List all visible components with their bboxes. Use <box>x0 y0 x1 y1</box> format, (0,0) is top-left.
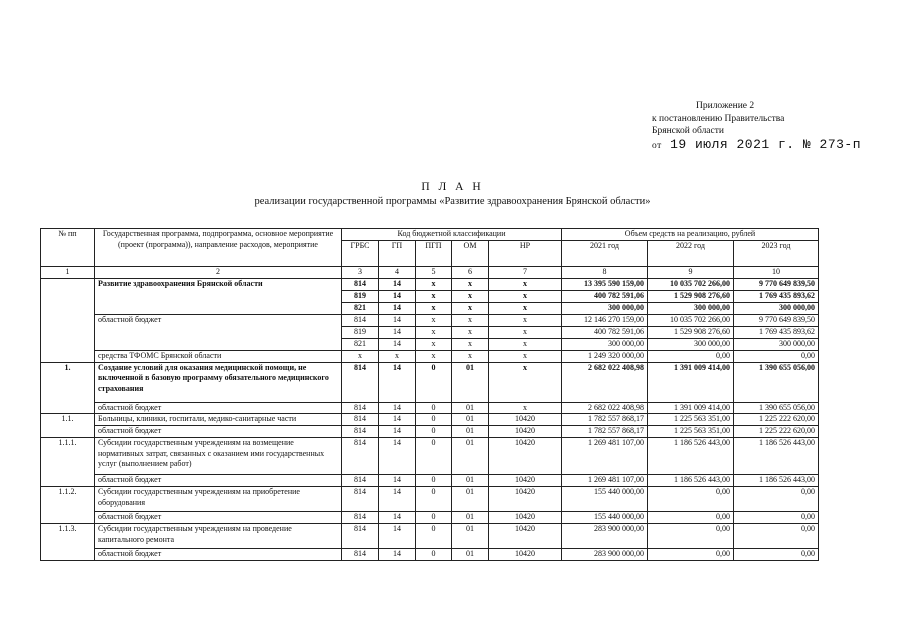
amount-2022: 10 035 702 266,00 <box>648 278 734 290</box>
plan-subtitle: реализации государственной программы «Развитие здравоохранения Брянской области» <box>254 196 651 207</box>
ppgp-cell: х <box>416 326 452 338</box>
om-cell: 01 <box>452 475 489 487</box>
col-number: 3 <box>342 266 379 278</box>
gp-cell: 14 <box>379 438 416 475</box>
amount-2021: 400 782 591,06 <box>562 290 648 302</box>
grbs-cell: 814 <box>342 512 379 524</box>
annex-date-prefix: от <box>652 140 662 151</box>
nr-cell: 10420 <box>489 549 562 561</box>
ppgp-cell: 0 <box>416 426 452 438</box>
header-2023: 2023 год <box>734 240 819 266</box>
col-number: 5 <box>416 266 452 278</box>
row-name-cell: Субсидии государственным учреждениям на проведение капитального ремонта <box>95 524 342 549</box>
ppgp-cell: 0 <box>416 549 452 561</box>
gp-cell: х <box>379 350 416 362</box>
amount-2022: 0,00 <box>648 487 734 512</box>
ppgp-cell: 0 <box>416 475 452 487</box>
amount-2023: 1 186 526 443,00 <box>734 438 819 475</box>
om-cell: х <box>452 326 489 338</box>
nr-cell: 10420 <box>489 512 562 524</box>
col-number: 10 <box>734 266 819 278</box>
gp-cell: 14 <box>379 338 416 350</box>
annex-block <box>652 100 861 153</box>
amount-2023: 1 769 435 893,62 <box>734 326 819 338</box>
gp-cell: 14 <box>379 414 416 426</box>
amount-2021: 1 269 481 107,00 <box>562 438 648 475</box>
gp-cell: 14 <box>379 314 416 326</box>
amount-2023: 1 390 655 056,00 <box>734 402 819 414</box>
table-row <box>41 314 819 326</box>
amount-2021: 1 782 557 868,17 <box>562 426 648 438</box>
grbs-cell: 814 <box>342 475 379 487</box>
gp-cell: 14 <box>379 326 416 338</box>
gp-cell: 14 <box>379 290 416 302</box>
nr-cell: 10420 <box>489 414 562 426</box>
row-number-cell: 1.1.3. <box>41 524 95 561</box>
header-grbs: ГРБС <box>342 240 379 266</box>
om-cell: 01 <box>452 402 489 414</box>
amount-2023: 300 000,00 <box>734 338 819 350</box>
om-cell: 01 <box>452 362 489 402</box>
row-name-cell: областной бюджет <box>95 475 342 487</box>
gp-cell: 14 <box>379 302 416 314</box>
om-cell: 01 <box>452 512 489 524</box>
row-name-cell: Субсидии государственным учреждениям на возмещение нормативных затрат, связанных с оказанием ими государственных услуг (выполнением работ) <box>95 438 342 475</box>
gp-cell: 14 <box>379 475 416 487</box>
annex-date <box>652 138 861 153</box>
row-name-cell: Больницы, клиники, госпитали, медико-санитарные части <box>95 414 342 426</box>
grbs-cell: 821 <box>342 338 379 350</box>
row-name-cell: областной бюджет <box>95 512 342 524</box>
grbs-cell: 814 <box>342 549 379 561</box>
header-row-1 <box>41 229 819 241</box>
ppgp-cell: х <box>416 278 452 290</box>
ppgp-cell: х <box>416 338 452 350</box>
nr-cell: 10420 <box>489 487 562 512</box>
row-name-cell: Создание условий для оказания медицинской помощи, не включенной в базовую программу обязательного медицинского страхования <box>95 362 342 402</box>
grbs-cell: 814 <box>342 524 379 549</box>
header-nr: НР <box>489 240 562 266</box>
ppgp-cell: 0 <box>416 414 452 426</box>
row-name-cell: Субсидии государственным учреждениям на приобретение оборудования <box>95 487 342 512</box>
row-name-cell: Развитие здравоохранения Брянской области <box>95 278 342 314</box>
row-name-cell: средства ТФОМС Брянской области <box>95 350 342 362</box>
nr-cell: х <box>489 278 562 290</box>
budget-table <box>40 228 819 561</box>
amount-2022: 0,00 <box>648 549 734 561</box>
amount-2021: 400 782 591,06 <box>562 326 648 338</box>
amount-2023: 0,00 <box>734 350 819 362</box>
amount-2021: 155 440 000,00 <box>562 512 648 524</box>
row-number-cell: 1.1. <box>41 414 95 438</box>
amount-2023: 1 769 435 893,62 <box>734 290 819 302</box>
amount-2021: 300 000,00 <box>562 338 648 350</box>
ppgp-cell: 0 <box>416 487 452 512</box>
grbs-cell: х <box>342 350 379 362</box>
gp-cell: 14 <box>379 426 416 438</box>
amount-2021: 300 000,00 <box>562 302 648 314</box>
table-row <box>41 350 819 362</box>
amount-2022: 1 186 526 443,00 <box>648 438 734 475</box>
row-name-cell: областной бюджет <box>95 426 342 438</box>
amount-2022: 1 225 563 351,00 <box>648 426 734 438</box>
nr-cell: х <box>489 326 562 338</box>
grbs-cell: 814 <box>342 362 379 402</box>
row-number-cell: 1.1.1. <box>41 438 95 487</box>
header-ppgp: ПГП <box>416 240 452 266</box>
ppgp-cell: 0 <box>416 438 452 475</box>
ppgp-cell: х <box>416 350 452 362</box>
table-row <box>41 487 819 512</box>
col-number: 7 <box>489 266 562 278</box>
col-number: 2 <box>95 266 342 278</box>
annex-line-1: к постановлению Правительства <box>652 113 785 124</box>
nr-cell: х <box>489 314 562 326</box>
header-gp: ГП <box>379 240 416 266</box>
nr-cell: х <box>489 350 562 362</box>
om-cell: х <box>452 338 489 350</box>
nr-cell: 10420 <box>489 438 562 475</box>
amount-2022: 1 225 563 351,00 <box>648 414 734 426</box>
nr-cell: 10420 <box>489 524 562 549</box>
nr-cell: х <box>489 402 562 414</box>
nr-cell: х <box>489 338 562 350</box>
grbs-cell: 814 <box>342 414 379 426</box>
nr-cell: х <box>489 290 562 302</box>
header-om: ОМ <box>452 240 489 266</box>
grbs-cell: 814 <box>342 278 379 290</box>
amount-2021: 1 782 557 868,17 <box>562 414 648 426</box>
ppgp-cell: х <box>416 290 452 302</box>
amount-2023: 1 225 222 620,00 <box>734 414 819 426</box>
grbs-cell: 814 <box>342 438 379 475</box>
amount-2022: 0,00 <box>648 350 734 362</box>
col-number: 8 <box>562 266 648 278</box>
amount-2022: 0,00 <box>648 524 734 549</box>
row-number-cell: 1. <box>41 362 95 414</box>
om-cell: 01 <box>452 549 489 561</box>
amount-2021: 2 682 022 408,98 <box>562 362 648 402</box>
table-row <box>41 524 819 549</box>
amount-2023: 0,00 <box>734 524 819 549</box>
om-cell: х <box>452 314 489 326</box>
annex-title: Приложение 2 <box>696 101 755 111</box>
header-2022: 2022 год <box>648 240 734 266</box>
nr-cell: 10420 <box>489 426 562 438</box>
amount-2023: 1 186 526 443,00 <box>734 475 819 487</box>
ppgp-cell: 0 <box>416 524 452 549</box>
amount-2023: 1 390 655 056,00 <box>734 362 819 402</box>
table-row <box>41 438 819 475</box>
amount-2023: 9 770 649 839,50 <box>734 278 819 290</box>
om-cell: 01 <box>452 438 489 475</box>
gp-cell: 14 <box>379 402 416 414</box>
amount-2022: 0,00 <box>648 512 734 524</box>
amount-2023: 0,00 <box>734 512 819 524</box>
om-cell: х <box>452 350 489 362</box>
nr-cell: х <box>489 362 562 402</box>
table-row <box>41 278 819 290</box>
amount-2022: 10 035 702 266,00 <box>648 314 734 326</box>
gp-cell: 14 <box>379 278 416 290</box>
om-cell: х <box>452 278 489 290</box>
ppgp-cell: 0 <box>416 512 452 524</box>
grbs-cell: 814 <box>342 426 379 438</box>
col-number: 1 <box>41 266 95 278</box>
row-number-cell <box>41 278 95 362</box>
amount-2021: 2 682 022 408,98 <box>562 402 648 414</box>
table-body <box>41 229 819 561</box>
om-cell: 01 <box>452 487 489 512</box>
nr-cell: 10420 <box>489 475 562 487</box>
amount-2022: 300 000,00 <box>648 338 734 350</box>
table-row <box>41 512 819 524</box>
amount-2023: 0,00 <box>734 549 819 561</box>
grbs-cell: 814 <box>342 314 379 326</box>
table-row <box>41 549 819 561</box>
col-number: 6 <box>452 266 489 278</box>
amount-2021: 1 269 481 107,00 <box>562 475 648 487</box>
gp-cell: 14 <box>379 524 416 549</box>
amount-2021: 12 146 270 159,00 <box>562 314 648 326</box>
header-budget-code: Код бюджетной классификации <box>342 229 562 241</box>
amount-2021: 13 395 590 159,00 <box>562 278 648 290</box>
grbs-cell: 814 <box>342 402 379 414</box>
amount-2022: 1 186 526 443,00 <box>648 475 734 487</box>
amount-2023: 1 225 222 620,00 <box>734 426 819 438</box>
plan-title: П Л А Н <box>421 181 484 193</box>
om-cell: 01 <box>452 524 489 549</box>
om-cell: х <box>452 302 489 314</box>
grbs-cell: 819 <box>342 326 379 338</box>
amount-2021: 155 440 000,00 <box>562 487 648 512</box>
ppgp-cell: 0 <box>416 362 452 402</box>
nr-cell: х <box>489 302 562 314</box>
om-cell: 01 <box>452 426 489 438</box>
amount-2022: 1 529 908 276,60 <box>648 290 734 302</box>
grbs-cell: 821 <box>342 302 379 314</box>
amount-2021: 283 900 000,00 <box>562 524 648 549</box>
grbs-cell: 814 <box>342 487 379 512</box>
grbs-cell: 819 <box>342 290 379 302</box>
row-number-cell: 1.1.2. <box>41 487 95 524</box>
header-2021: 2021 год <box>562 240 648 266</box>
annex-line-2: Брянской области <box>652 126 724 136</box>
ppgp-cell: 0 <box>416 402 452 414</box>
om-cell: х <box>452 290 489 302</box>
table-row <box>41 362 819 402</box>
ppgp-cell: х <box>416 302 452 314</box>
gp-cell: 14 <box>379 512 416 524</box>
gp-cell: 14 <box>379 487 416 512</box>
row-name-cell: областной бюджет <box>95 402 342 414</box>
amount-2021: 283 900 000,00 <box>562 549 648 561</box>
row-name-cell: областной бюджет <box>95 314 342 350</box>
table-row <box>41 475 819 487</box>
table-row <box>41 402 819 414</box>
header-volume: Объем средств на реализацию, рублей <box>562 229 819 241</box>
row-name-cell: областной бюджет <box>95 549 342 561</box>
col-number: 9 <box>648 266 734 278</box>
gp-cell: 14 <box>379 362 416 402</box>
header-num: № пп <box>41 229 95 267</box>
amount-2022: 1 391 009 414,00 <box>648 362 734 402</box>
om-cell: 01 <box>452 414 489 426</box>
table-row <box>41 414 819 426</box>
amount-2023: 0,00 <box>734 487 819 512</box>
column-numbers-row <box>41 266 819 278</box>
amount-2023: 9 770 649 839,50 <box>734 314 819 326</box>
gp-cell: 14 <box>379 549 416 561</box>
ppgp-cell: х <box>416 314 452 326</box>
table-row <box>41 426 819 438</box>
amount-2022: 1 391 009 414,00 <box>648 402 734 414</box>
amount-2022: 1 529 908 276,60 <box>648 326 734 338</box>
amount-2023: 300 000,00 <box>734 302 819 314</box>
amount-2022: 300 000,00 <box>648 302 734 314</box>
annex-date-value: 19 июля 2021 г. № 273-п <box>670 136 862 152</box>
amount-2021: 1 249 320 000,00 <box>562 350 648 362</box>
header-name: Государственная программа, подпрограмма, основное мероприятие (проект (программа)), направление расходов, мероприятие <box>95 229 342 267</box>
col-number: 4 <box>379 266 416 278</box>
